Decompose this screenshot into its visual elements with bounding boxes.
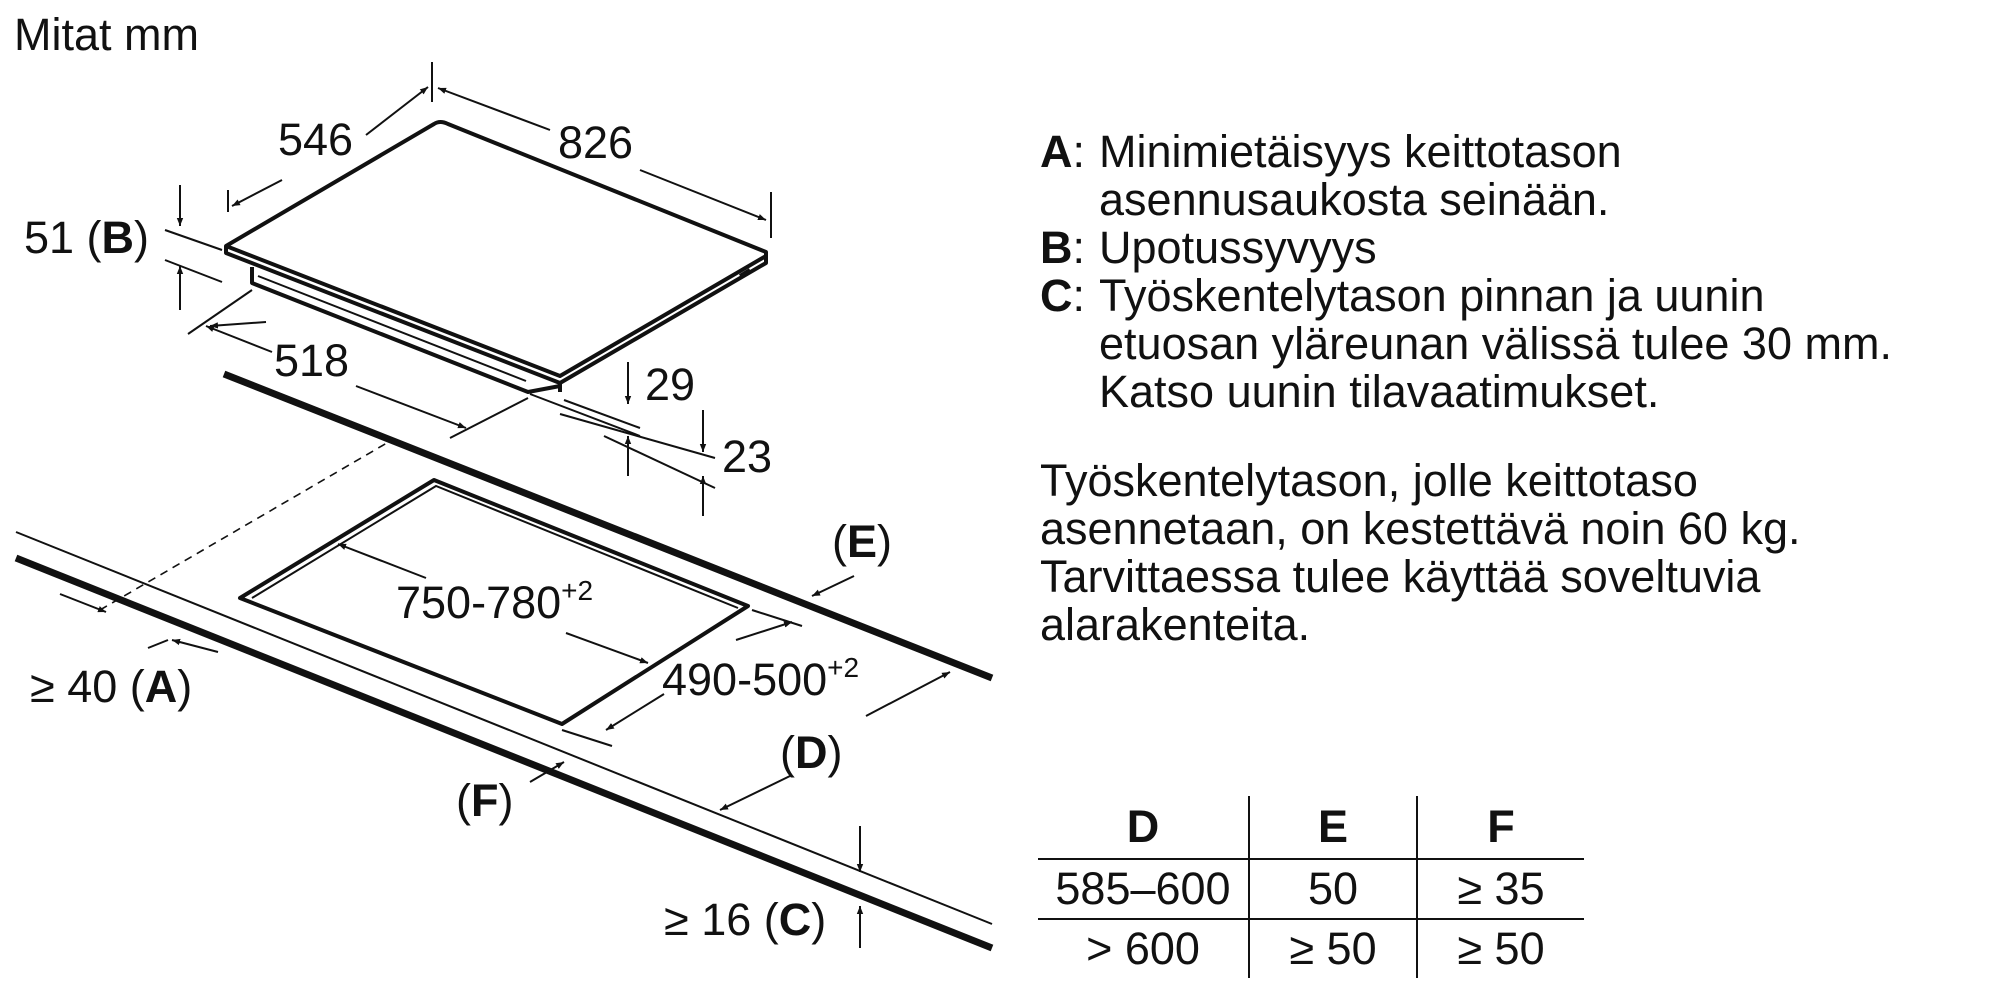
dim-e [812, 516, 892, 596]
svg-text:(F): (F) [456, 775, 514, 826]
svg-text:(D): (D) [780, 727, 843, 778]
legend-text-c-line2: etuosan yläreunan välissä tulee 30 mm. [1099, 318, 1892, 369]
svg-text:≥ 40 (A): ≥ 40 (A) [30, 661, 193, 712]
legend-text-c-line1: Työskentelytason pinnan ja uunin [1099, 270, 1765, 321]
note-line1: Työskentelytason, jolle keittotaso [1040, 455, 1698, 506]
label-d: D [795, 727, 828, 778]
legend-key-b: B [1040, 222, 1073, 273]
note-line4: alarakenteita. [1040, 599, 1311, 650]
dim-51-value: 51 ( [24, 212, 102, 263]
svg-text:750-780+2 [396, 575, 593, 628]
table-cell: 585–600 [1038, 859, 1249, 919]
legend-item-b: B : Upotussyvyys [1040, 224, 1980, 272]
dim-40-key: A [144, 661, 178, 712]
table-cell: ≥ 50 [1457, 923, 1545, 974]
dim-750-780 [338, 544, 648, 663]
legend-text-b-line1: Upotussyvyys [1099, 222, 1377, 273]
wall-projection-line [100, 440, 392, 610]
label-f: F [471, 775, 499, 826]
dim-750-780-tol: +2 [561, 575, 594, 606]
note-line2: asennetaan, on kestettävä noin 60 kg. [1040, 503, 1801, 554]
svg-text:51 (B): 51 (B) [24, 212, 150, 263]
svg-text:≥ 16 (C): ≥ 16 (C) [664, 894, 827, 945]
dim-546-label: 546 [278, 114, 354, 165]
dim-40-a [30, 594, 218, 712]
table-header-row [1038, 796, 1584, 859]
dim-51-b [24, 185, 222, 310]
table-row [1038, 919, 1584, 978]
units-title: Mitat mm [14, 9, 199, 60]
dim-16-key: C [778, 894, 812, 945]
dim-826 [438, 88, 771, 238]
dim-23 [560, 410, 772, 516]
table-header-e: E [1249, 796, 1417, 859]
dim-826-label: 826 [558, 117, 634, 168]
dim-23-label: 23 [722, 431, 773, 482]
dim-490-500-label: 490-500 [662, 654, 828, 705]
dim-40-value: ≥ 40 ( [30, 661, 145, 712]
legend-item-a: A : Minimietäisyys keittotason asennusaukosta seinään. [1040, 128, 1980, 224]
legend-text-a-line2: asennusaukosta seinään. [1099, 174, 1610, 225]
legend [1040, 128, 1980, 416]
table-cell: > 600 [1038, 919, 1249, 978]
dim-750-780-label: 750-780 [396, 577, 562, 628]
dim-29-label: 29 [645, 359, 696, 410]
dim-518 [188, 290, 528, 438]
legend-text-c-line3: Katso uunin tilavaatimukset. [1099, 366, 1660, 417]
legend-item-c: C : Työskentelytason pinnan ja uunin etuosan yläreunan välissä tulee 30 mm. Katso uunin tilavaatimukset. [1040, 272, 1980, 416]
load-note [1040, 457, 1980, 649]
svg-text:490-500+2 [662, 652, 859, 705]
table-cell: ≥ 35 [1417, 859, 1584, 919]
dim-f [456, 762, 564, 826]
dim-51-key: B [101, 212, 135, 263]
legend-key-a: A [1040, 126, 1073, 177]
table-header-d: D [1038, 796, 1249, 859]
dim-490-500-tol: +2 [827, 652, 860, 683]
dim-518-label: 518 [274, 335, 350, 386]
table-cell: ≥ 50 [1249, 919, 1417, 978]
note-line3: Tarvittaessa tulee käyttää soveltuvia [1040, 551, 1761, 602]
table-cell: 50 [1249, 859, 1417, 919]
table-header-f: F [1417, 796, 1584, 859]
label-e: E [847, 516, 878, 567]
svg-text:(E): (E) [832, 516, 893, 567]
dim-16-value: ≥ 16 ( [664, 894, 779, 945]
dim-546 [228, 62, 432, 212]
legend-text-a-line1: Minimietäisyys keittotason [1099, 126, 1622, 177]
table-row [1038, 859, 1584, 919]
dim-29 [530, 359, 695, 436]
dimension-table [1038, 796, 1584, 978]
legend-key-c: C [1040, 270, 1073, 321]
